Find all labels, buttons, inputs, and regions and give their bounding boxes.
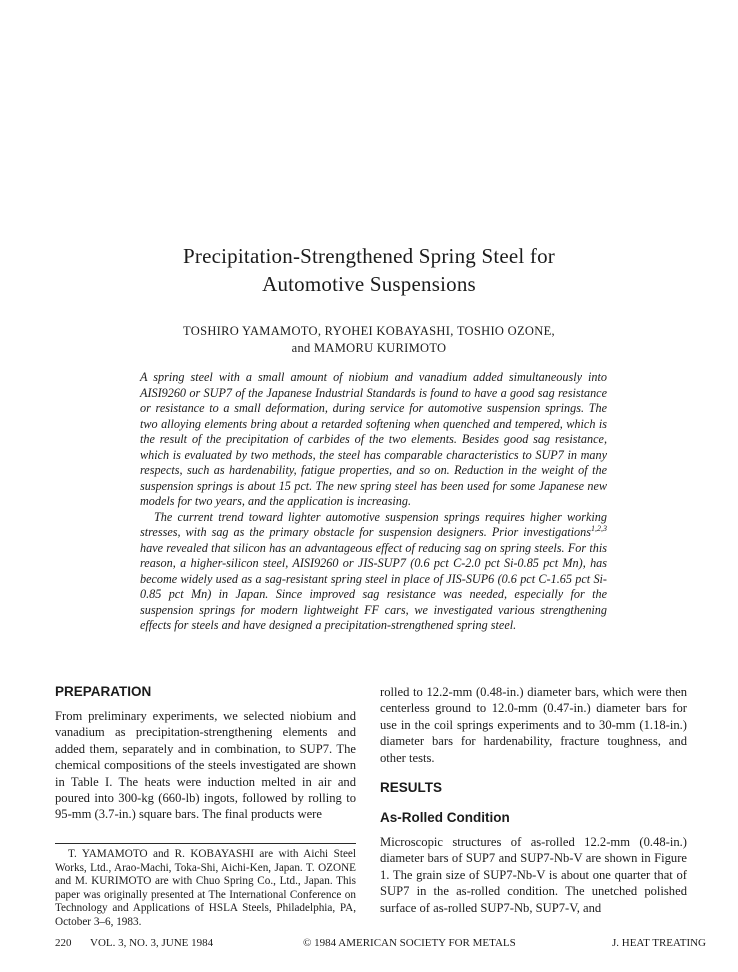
- citation-superscript: 1,2,3: [591, 523, 607, 533]
- results-paragraph: Microscopic structures of as-rolled 12.2-mm (0.48-in.) diameter bars of SUP7 and SUP7-Nb-V are shown in Figure 1. The grain size of SUP7-Nb-V is about one quarter that of SUP7 in the as-rolled condition. The unetched polished surface of as-rolled SUP7-Nb, SUP7-V, and: [380, 835, 687, 915]
- page-number: 220: [55, 937, 72, 949]
- authors-line-2: and MAMORU KURIMOTO: [291, 340, 447, 355]
- paper-title: [0, 242, 738, 298]
- results-heading: RESULTS: [380, 780, 443, 796]
- abstract: [140, 370, 607, 634]
- paper-title-line-2: Automotive Suspensions: [262, 272, 476, 296]
- volume-issue: VOL. 3, NO. 3, JUNE 1984: [90, 937, 214, 949]
- copyright-notice: © 1984 AMERICAN SOCIETY FOR METALS: [303, 937, 516, 949]
- title-block: [0, 242, 738, 298]
- journal-name: J. HEAT TREATING: [611, 937, 706, 949]
- author-affiliation-footnote: [55, 843, 356, 930]
- footnote-text: T. YAMAMOTO and R. KOBAYASHI are with Aichi Steel Works, Ltd., Arao-Machi, Toka-Shi, Aichi-Ken, Japan. T. OZONE and M. KURIMOTO are with Chuo Spring Co., Ltd., Japan. This paper was originally presented at The International Conference on Technology and Applications of HSLA Steels, Philadelphia, PA, October 3–6, 1983.: [55, 848, 356, 928]
- preparation-paragraph-continued: rolled to 12.2-mm (0.48-in.) diameter bars, which were then centerless ground to 12.0-mm (0.47-in.) diameter bars for use in the coil springs experiments and to 30-mm (1.18-in.) diameter bars for hardenability, fracture toughness, and other tests.: [380, 685, 687, 765]
- right-column: [380, 684, 687, 916]
- authors-line-1: TOSHIRO YAMAMOTO, RYOHEI KOBAYASHI, TOSHIO OZONE,: [183, 324, 555, 338]
- paper-title-line-1: Precipitation-Strengthened Spring Steel for: [183, 244, 555, 268]
- preparation-heading: PREPARATION: [55, 684, 152, 699]
- authors-block: [0, 323, 738, 356]
- left-column: [55, 684, 356, 823]
- as-rolled-condition-heading: As-Rolled Condition: [380, 810, 510, 826]
- page-footer: [0, 936, 738, 952]
- abstract-paragraph-1: A spring steel with a small amount of niobium and vanadium added simultaneously into AISI9260 or SUP7 of the Japanese Industrial Standards is found to have a good sag resistance or resistance to a small deformation, during service for automotive suspension springs. The two alloying elements bring about a retarded softening when quenched and tempered, which is the result of the precipitation of carbides of the two elements. Besides good sag resistance, which is evaluated by two methods, the steel has comparable characteristics to SUP7 in many respects, such as hardenability, fatigue properties, and so on. Reduction in the weight of the suspension springs is about 15 pct. The new spring steel has been used for some Japanese new models for two years, and the application is increasing.: [140, 370, 607, 508]
- abstract-paragraph-2-text: The current trend toward lighter automotive suspension springs requires higher working stresses, with sag as the primary obstacle for suspension designers. Prior investigations: [140, 509, 607, 539]
- abstract-paragraph-2-continued: have revealed that silicon has an advantageous effect of reducing sag on spring steels. For this reason, a higher-silicon steel, AISI9260 or JIS-SUP7 (0.6 pct C-2.0 pct Si-0.85 pct Mn), has become widely used as a sag-resistant spring steel in place of JIS-SUP6 (0.6 pct C-1.65 pct Si-0.85 pct Mn) in Japan. Since improved sag resistance was needed, especially for the suspension springs for modern lightweight FF cars, we investigated various strengthening effects for steels and have designed a precipitation-strengthened spring steel.: [140, 540, 607, 632]
- abstract-paragraph-2: [140, 510, 607, 634]
- preparation-paragraph: From preliminary experiments, we selected niobium and vanadium as precipitation-strengthening elements and added them, separately and in combination, to SUP7. The chemical compositions of the steels investigated are shown in Table I. The heats were induction melted in air and poured into 300-kg (660-lb) ingots, followed by rolling to 95-mm (3.7-in.) square bars. The final products were: [55, 709, 356, 822]
